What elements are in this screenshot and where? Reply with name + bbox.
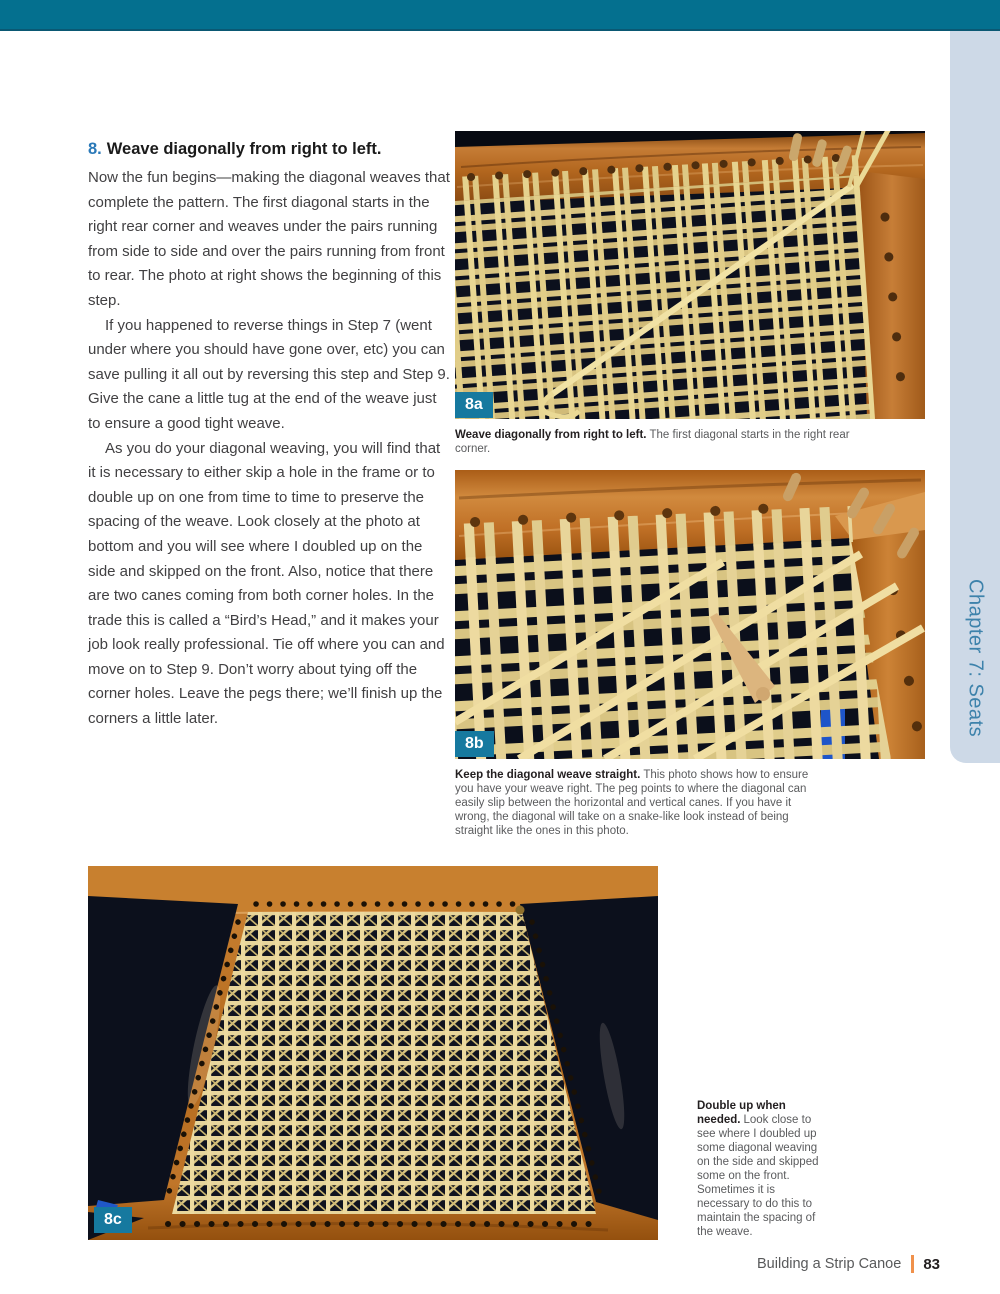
body-paragraph-3: As you do your diagonal weaving, you will find that it is necessary to either skip a hole in the frame or to double up on one from time to time to preserve the spacing of the weave. Look closely at the photo at bottom and you will see where I doubled up on the side and skipped on the front. Also, notice that there are two canes coming from both corner holes. In the trade this is called a “Bird’s Head,” and it makes your job look really professional. Tie off where you can and move on to Step 9. Don’t worry about tying off the corner holes. Leave the pegs there; we’ll finish up the corners a little later. [88,439,445,728]
footer [757,1255,940,1273]
figure-8b-badge: 8b [455,731,494,757]
footer-separator [911,1255,914,1273]
photo-8b-straight-diagonals [455,470,925,759]
book-title: Building a Strip Canoe [757,1256,902,1272]
body-paragraph-2: If you happened to reverse things in Step 7 (went under where you should have gone over, etc) you can save pulling it all out by reversing this step and Step 9. Give the cane a little tug at the end of the weave just to ensure a good tight weave. [88,316,450,432]
caption-body: Look close to see where I doubled up some diagonal weaving on the side and skipped some on the front. Sometimes it is necessary to do this to maintain the spacing of the weave. [697,1114,819,1238]
figure-8c-badge: 8c [94,1207,132,1233]
figure-8c-caption [697,1099,823,1239]
caption-lead: Weave diagonally from right to left. [455,429,647,441]
figure-8c [88,866,658,1240]
figure-8a [455,131,925,419]
step-heading [88,140,450,159]
top-bar [0,0,1000,31]
page-number: 83 [923,1255,940,1273]
step-number: 8. [88,140,102,158]
figure-8b-caption [455,768,817,838]
article-text [88,140,450,732]
chapter-tab-label: Chapter 7: Seats [964,578,987,737]
step-title: Weave diagonally from right to left. [106,140,382,158]
figure-8a-badge: 8a [455,392,493,418]
caption-lead: Keep the diagonal weave straight. [455,769,641,781]
figure-8b [455,470,925,759]
caption-lead: Double up when needed. [697,1100,786,1126]
caption-body: This photo shows how to ensure you have your weave right. The peg points to where the diagonal can easily slip between the horizontal and vertical canes. If you have it wrong, the diagonal will take on a snake-like look instead of being straight like the ones in this photo. [455,769,809,837]
caption-body: The first diagonal starts in the right rear corner. [455,429,850,455]
photo-8c-completed-cane-seat [88,866,658,1240]
figure-8a-caption [455,428,855,456]
photo-8a-first-diagonal [455,131,925,419]
body-paragraph-1: Now the fun begins—making the diagonal weaves that complete the pattern. The first diagonal starts in the right rear corner and weaves under the pairs running from side to side and over the pairs running from front to rear. The photo at right shows the beginning of this step. [88,169,450,309]
chapter-tab [950,31,1000,763]
